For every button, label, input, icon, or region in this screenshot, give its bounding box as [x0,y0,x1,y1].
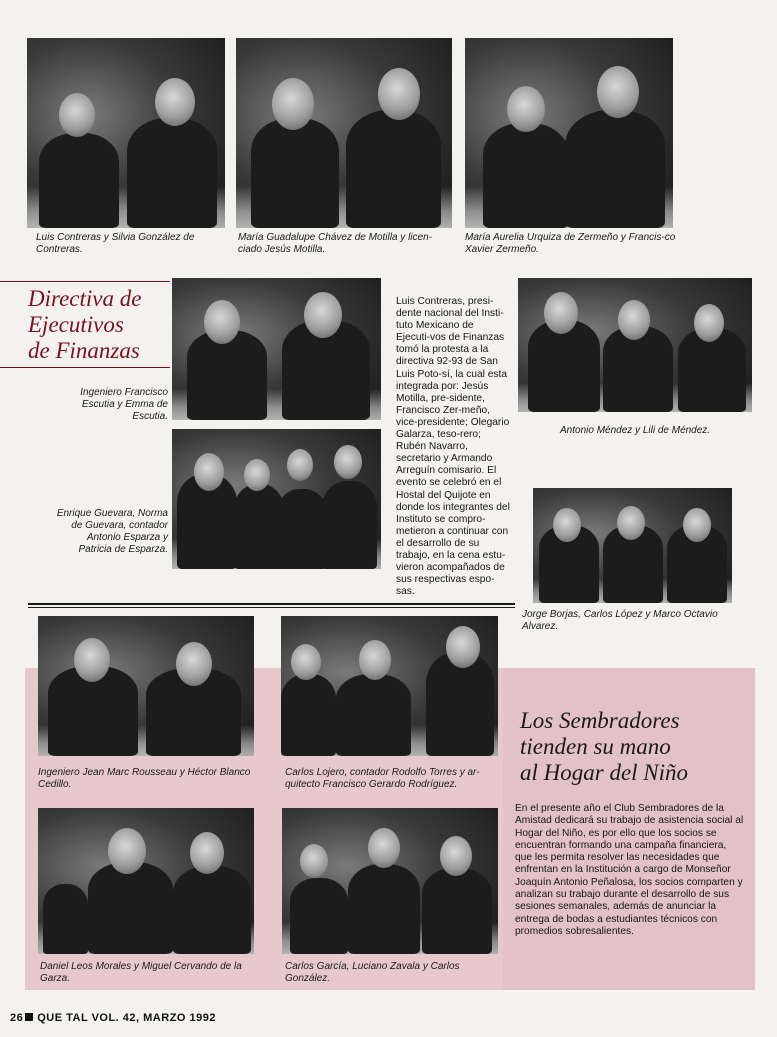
photo-motilla [236,38,452,228]
caption-mid-left-2: Enrique Guevara, Norma de Guevara, contador Antonio Esparza y Patricia de Esparza. [56,508,168,555]
article1-title [28,286,178,364]
divider-rule-1 [28,603,515,605]
page-number: 26 [10,1012,24,1024]
heading-rule-top [0,281,170,282]
heading-rule-bottom [0,367,170,368]
divider-rule-2 [28,607,515,608]
caption-low-3: Daniel Leos Morales y Miguel Cervando de la Garza. [40,961,242,984]
article1-title-line3: de Finanzas [28,338,140,363]
photo-escutia [172,278,381,420]
caption-mid-left-1: Ingeniero Francisco Escutia y Emma de Escutia. [80,387,168,422]
photo-borjas-lopez-alvarez [533,488,732,603]
photo-guevara-esparza [172,429,381,569]
photo-garcia-zavala-gonzalez [282,808,498,954]
article2-body: En el presente año el Club Sembradores de la Amistad dedicará su trabajo de asistencia social al Hogar del Niño, es por ello que los socios se encuentran formando una campaña financiera, que les permita resolver las necesidades que enfrentan en la Institución a cargo de Monseñor Joaquín Antonio Peñalosa, los socios comparten y analizan su trabajo durante el desarrollo de sus sesiones semanales, además de anunciar la entrega de bodas a estudiantes técnicos con promedios sobresalientes. [515,803,744,937]
article2-title [520,708,752,786]
article1-title-line1: Directiva de [28,286,142,311]
caption-top-2: María Guadalupe Chávez de Motilla y licen-ciado Jesús Motilla. [238,232,432,255]
caption-top-1: Luis Contreras y Silvia González de Contreras. [36,232,195,255]
article1-title-line2: Ejecutivos [28,312,124,337]
square-bullet-icon [25,1013,33,1021]
photo-mendez [518,278,752,412]
footer [10,1012,216,1024]
caption-low-1: Ingeniero Jean Marc Rousseau y Héctor Blanco Cedillo. [38,767,251,790]
caption-top-3: María Aurelia Urquiza de Zermeño y Francis-co Xavier Zermeño. [465,232,676,255]
photo-leos-cervando [38,808,254,954]
article2-title-line2: tienden su mano [520,734,671,759]
caption-mid-right-2: Jorge Borjas, Carlos López y Marco Octavio Alvarez. [522,609,718,632]
photo-rousseau-blanco [38,616,254,756]
article2-title-line3: al Hogar del Niño [520,760,689,785]
caption-mid-right-1: Antonio Méndez y Lili de Méndez. [560,425,711,436]
article2-title-line1: Los Sembradores [520,708,680,733]
caption-low-4: Carlos García, Luciano Zavala y Carlos González. [285,961,460,984]
photo-contreras [27,38,225,228]
photo-zermeno [465,38,673,228]
caption-low-2: Carlos Lojero, contador Rodolfo Torres y ar-quitecto Francisco Gerardo Rodríguez. [285,767,480,790]
photo-lojero-torres-rodriguez [281,616,498,756]
footer-issue: QUE TAL VOL. 42, MARZO 1992 [37,1012,216,1024]
article1-body: Luis Contreras, presi-dente nacional del Insti-tuto Mexicano de Ejecuti-vos de Finanzas tomó la protesta a la directiva 92-93 de San Luis Poto-sí, la cual esta integrada por: Jesús Motilla, pre-sidente, Francisco Zer-meño, vice-presidente; Olegario Galarza, teso-rero; Rubén Navarro, secretario y Armando Arreguín comisario. El evento se celebró en el Hostal del Quijote en donde los integrantes del Instituto se compro-metieron a continuar con el desarrollo de su trabajo, en la cena estu-vieron acompañados de sus respectivas espo-sas. [396,296,510,598]
